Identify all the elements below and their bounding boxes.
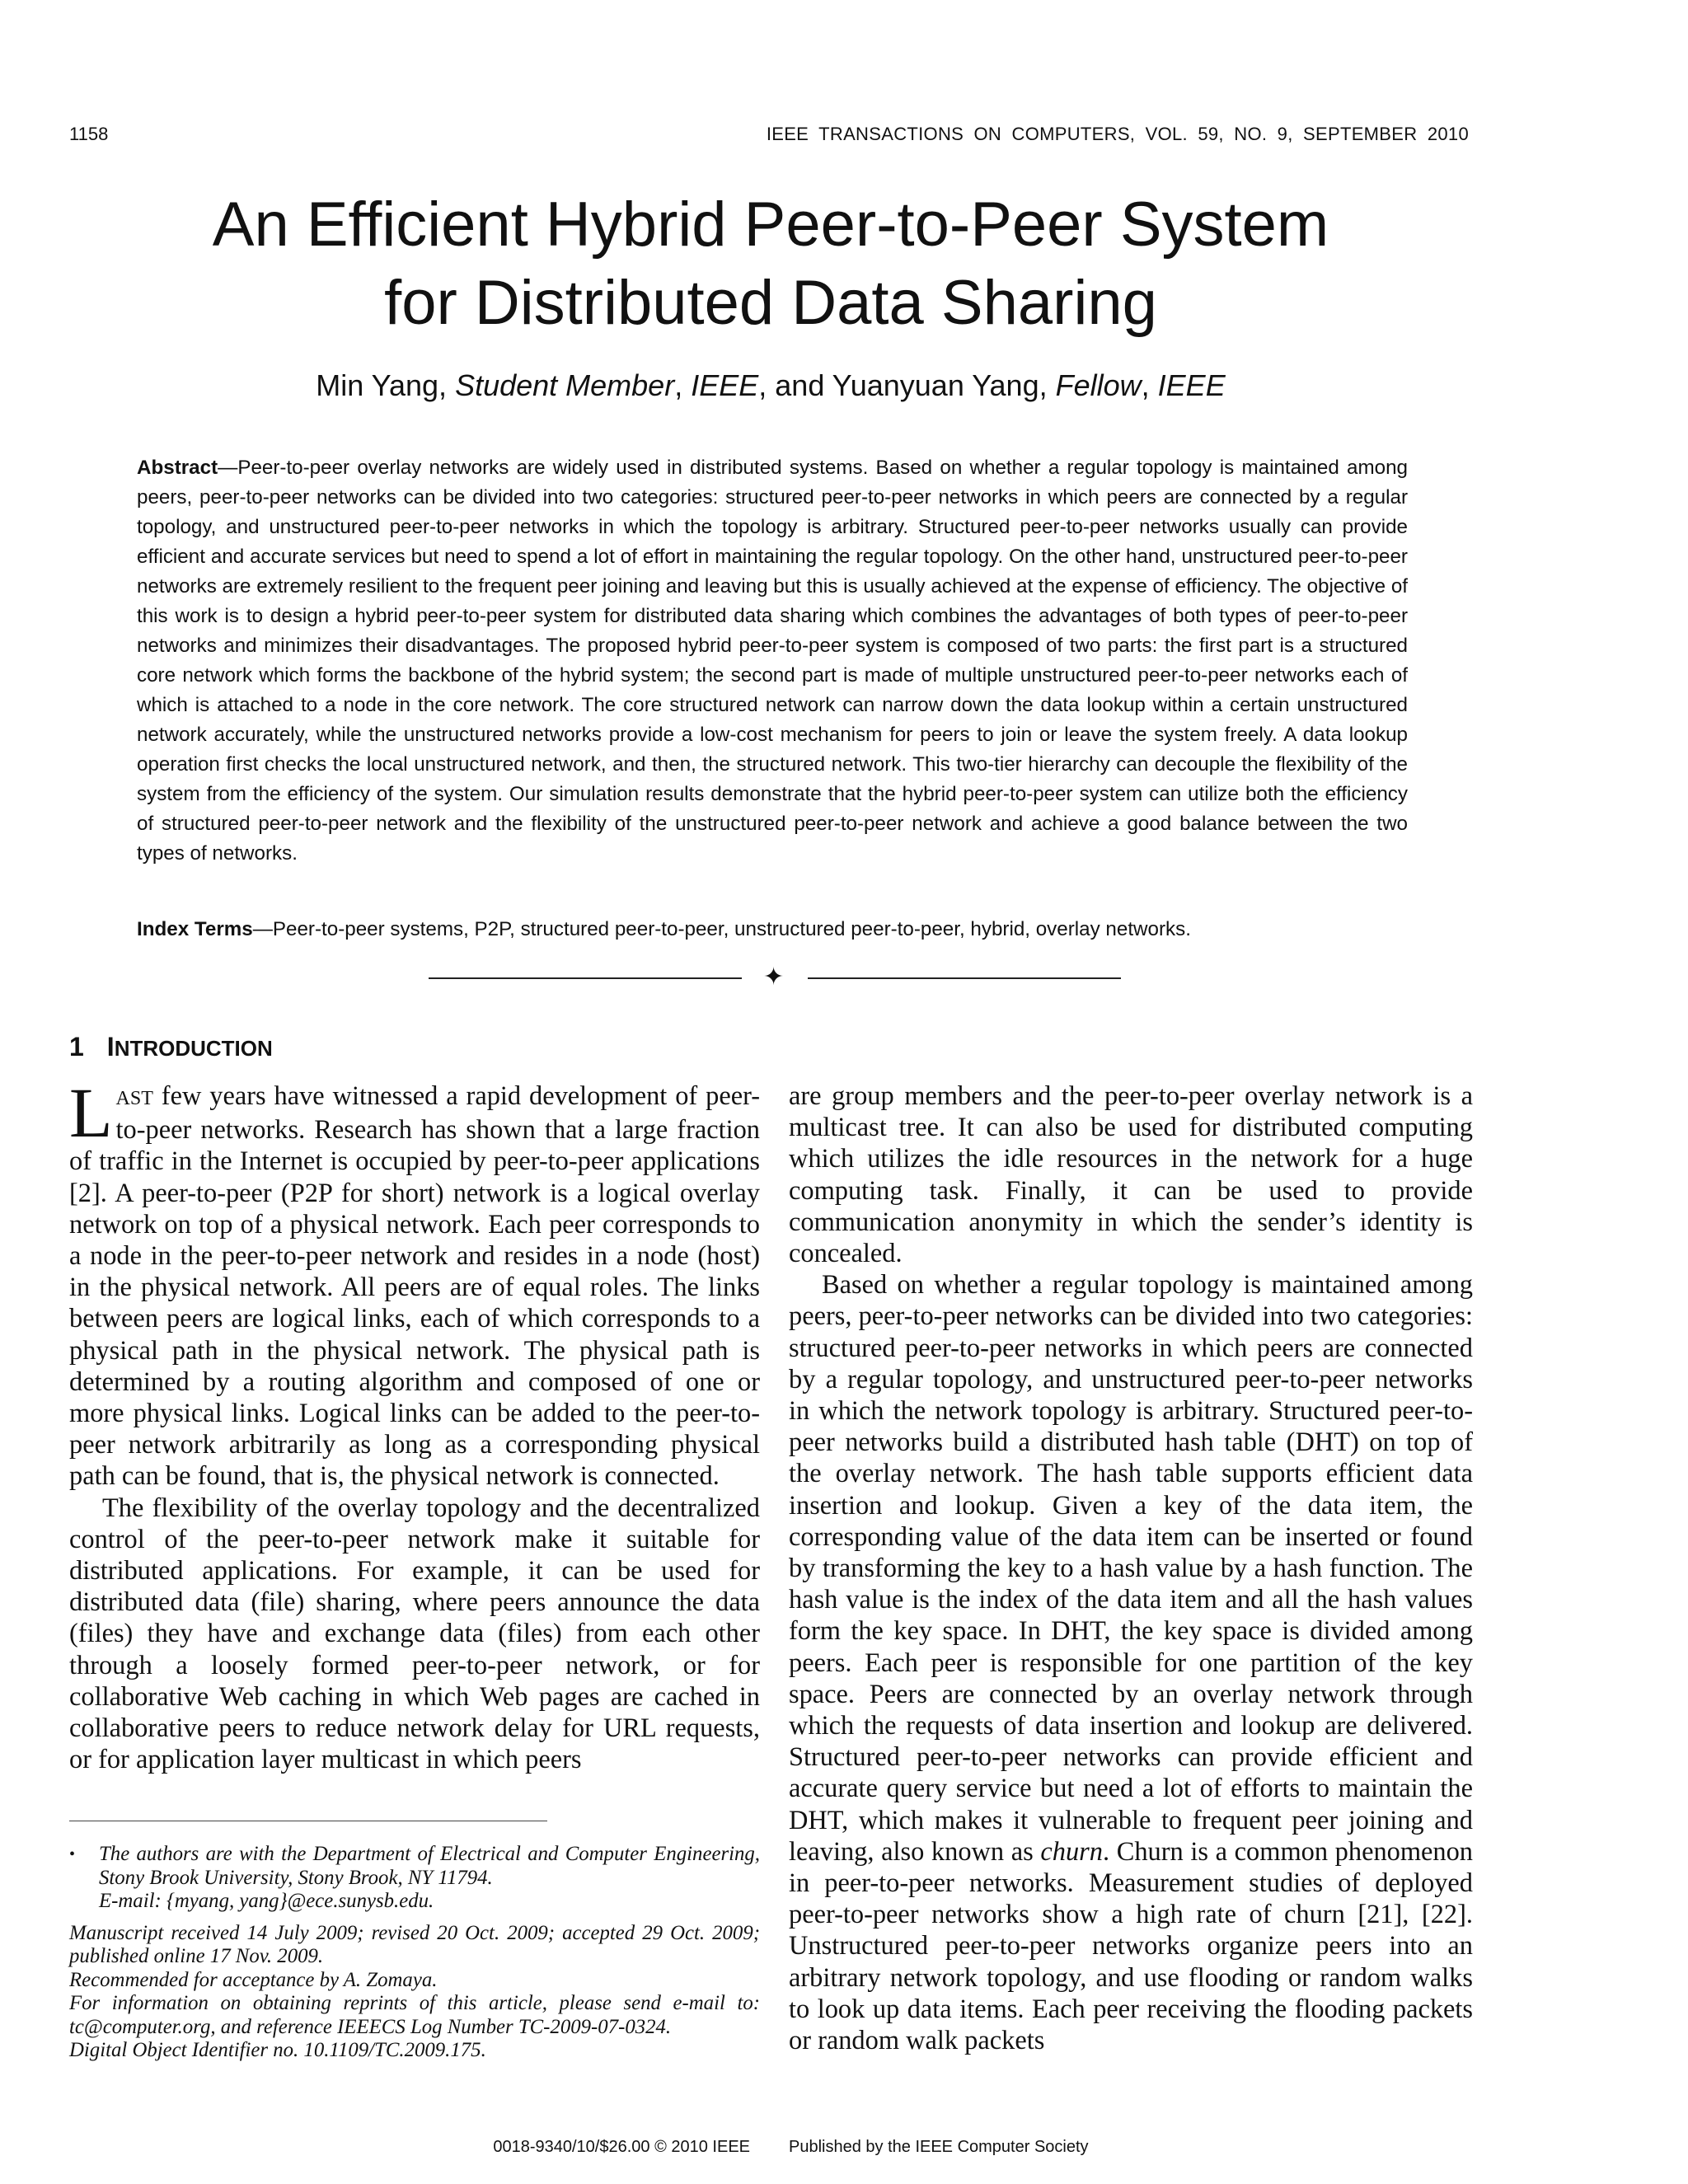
intro-paragraph-2: The flexibility of the overlay topology and the decentralized control of the peer-to-peer network make it suitable for distributed applications. For example, it can be used for distributed data (file) sharing, where peers announce the data (files) they have and exchange data (files) from each other through a loosely formed peer-to-peer network, or for collaborative Web caching in which Web pages are cached in collaborative peers to reduce network delay for URL requests, or for application layer multicast in which peers — [69, 1493, 760, 1775]
separator-diamond-icon: ✦ — [763, 963, 785, 991]
index-terms — [137, 915, 1408, 944]
email-text: E-mail: {myang, yang}@ece.sunysb.edu. — [99, 1890, 434, 1912]
index-terms-text: —Peer-to-peer systems, P2P, structured peer-to-peer, unstructured peer-to-peer, hybrid, overlay networks. — [252, 918, 1191, 940]
author-line: Min Yang, Student Member, IEEE, and Yuanyuan Yang, Fellow, IEEE — [316, 368, 1226, 402]
doi-note: Digital Object Identifier no. 10.1109/TC.2009.175. — [69, 2039, 486, 2061]
title-line-2: for Distributed Data Sharing — [384, 268, 1157, 338]
running-header: IEEE TRANSACTIONS ON COMPUTERS, VOL. 59, NO. 9, SEPTEMBER 2010 — [766, 124, 1469, 144]
abstract-label: Abstract — [137, 457, 218, 479]
manuscript-note: Manuscript received 14 July 2009; revised 20 Oct. 2009; accepted 29 Oct. 2009; published online 17 Nov. 2009. — [69, 1921, 760, 1967]
separator-line-right — [808, 977, 1121, 979]
churn-term: churn — [1040, 1836, 1103, 1867]
paper-title — [0, 185, 1541, 342]
section-heading — [69, 1032, 273, 1062]
section-number: 1 — [69, 1032, 84, 1062]
section-title-initial: I — [106, 1032, 115, 1062]
footnotes — [69, 1843, 760, 2063]
intro-paragraph-1 — [69, 1073, 760, 1493]
page-number: 1158 — [69, 124, 109, 144]
intro-paragraph-4 — [789, 1269, 1473, 2056]
first-word-smallcaps: AST — [115, 1088, 153, 1109]
drop-cap: L — [69, 1073, 113, 1152]
intro-paragraph-1-text: few years have witnessed a rapid development of peer-to-peer networks. Research has shown that a large fraction of traffic in the Internet is occupied by peer-to-peer applications [2]. A peer-to-peer (P2P for short) network is a logical overlay network on top of a physical network. Each peer corresponds to a node in the peer-to-peer network and resides in a node (host) in the physical network. All peers are of equal roles. The links between peers are logical links, each of which corresponds to a physical path in the physical network. The physical path is determined by a routing algorithm and composed of one or more physical links. Logical links can be added to the peer-to-peer network arbitrarily as long as a corresponding physical path can be found, that is, the physical network is connected. — [69, 1081, 760, 1492]
body-column-left — [69, 1073, 760, 1775]
intro-paragraph-4-text-b: . Churn is a common phenomenon in peer-to-peer networks. Measurement studies of deployed peer-to-peer networks show a high rate of churn [21], [22]. Unstructured peer-to-peer networks organize peers into an arbitrary network topology, and use flooding or random walks to look up data items. Each peer receiving the flooding packets or random walk packets — [789, 1836, 1473, 2056]
author-connector: , and Yuanyuan Yang, — [758, 368, 1048, 402]
author-2-role: Fellow — [1055, 368, 1142, 402]
recommended-note: Recommended for acceptance by A. Zomaya. — [69, 1968, 438, 1991]
abstract — [137, 453, 1408, 869]
author-2-org: IEEE — [1157, 368, 1226, 402]
separator-line-left — [429, 977, 742, 979]
author-1-name: Min Yang, — [316, 368, 448, 402]
author-1-role: Student Member — [455, 368, 675, 402]
affiliation-text: The authors are with the Department of Electrical and Computer Engineering, Stony Brook University, Stony Brook, NY 11794. — [99, 1843, 760, 1889]
author-1-org: IEEE — [691, 368, 759, 402]
copyright-line: 0018-9340/10/$26.00 © 2010 IEEE — [493, 2138, 750, 2156]
title-line-1: An Efficient Hybrid Peer-to-Peer System — [212, 190, 1329, 260]
index-terms-label: Index Terms — [137, 918, 253, 940]
section-separator — [429, 961, 1121, 994]
affiliation-note — [69, 1843, 760, 1914]
bullet-icon: • — [69, 1845, 76, 1863]
body-column-right — [789, 1080, 1473, 2056]
intro-paragraph-4-text-a: Based on whether a regular topology is maintained among peers, peer-to-peer networks can be divided into two categories: structured peer-to-peer networks in which peers are connected by a regular topology, and unstructured peer-to-peer networks in which the network topology is arbitrary. Structured peer-to-peer networks build a distributed hash table (DHT) on top of the overlay network. The hash table supports efficient data insertion and lookup. Given a key of the data item, the corresponding value of the data item can be inserted or found by transforming the key to a hash value by a hash function. The hash value is the index of the data item and all the hash values form the key space. In DHT, the key space is divided among peers. Each peer is responsible for one partition of the key space. Peers are connected by an overlay network through which the requests of data insertion and lookup are delivered. Structured peer-to-peer networks can provide efficient and accurate query service but need a lot of efforts to maintain the DHT, which makes it vulnerable to frequent peer joining and leaving, also known as — [789, 1270, 1473, 1867]
reprints-note: For information on obtaining reprints of this article, please send e-mail to: tc@computer.org, and reference IEEECS Log Number TC-2009-07-0324. — [69, 1992, 760, 2038]
publisher-line: Published by the IEEE Computer Society — [789, 2138, 1089, 2156]
intro-paragraph-3: are group members and the peer-to-peer overlay network is a multicast tree. It can also be used for distributed computing which utilizes the idle resources in the network for a huge computing task. Finally, it can be used to provide communication anonymity in which the sender’s identity is concealed. — [789, 1081, 1473, 1269]
section-title-rest: NTRODUCTION — [114, 1036, 273, 1061]
abstract-text: —Peer-to-peer overlay networks are widely used in distributed systems. Based on whether a regular topology is maintained among peers, peer-to-peer networks can be divided into two categories: structured peer-to-peer networks in which peers are connected by a regular topology, and unstructured peer-to-peer networks in which the topology is arbitrary. Structured peer-to-peer networks usually can provide efficient and accurate services but need to spend a lot of effort in maintaining the regular topology. On the other hand, unstructured peer-to-peer networks are extremely resilient to the frequent peer joining and leaving but this is usually achieved at the expense of efficiency. The objective of this work is to design a hybrid peer-to-peer system for distributed data sharing which combines the advantages of both types of peer-to-peer networks and minimizes their disadvantages. The proposed hybrid peer-to-peer system is composed of two parts: the first part is a structured core network which forms the backbone of the hybrid system; the second part is made of multiple unstructured peer-to-peer networks each of which is attached to a node in the core network. The core structured network can narrow down the data lookup within a certain unstructured network accurately, while the unstructured networks provide a low-cost mechanism for peers to join or leave the system freely. A data lookup operation first checks the local unstructured network, and then, the structured network. This two-tier hierarchy can decouple the flexibility of the system from the efficiency of the system. Our simulation results demonstrate that the hybrid peer-to-peer system can utilize both the efficiency of structured peer-to-peer network and the flexibility of the unstructured peer-to-peer network and achieve a good balance between the two types of networks. — [137, 457, 1408, 865]
